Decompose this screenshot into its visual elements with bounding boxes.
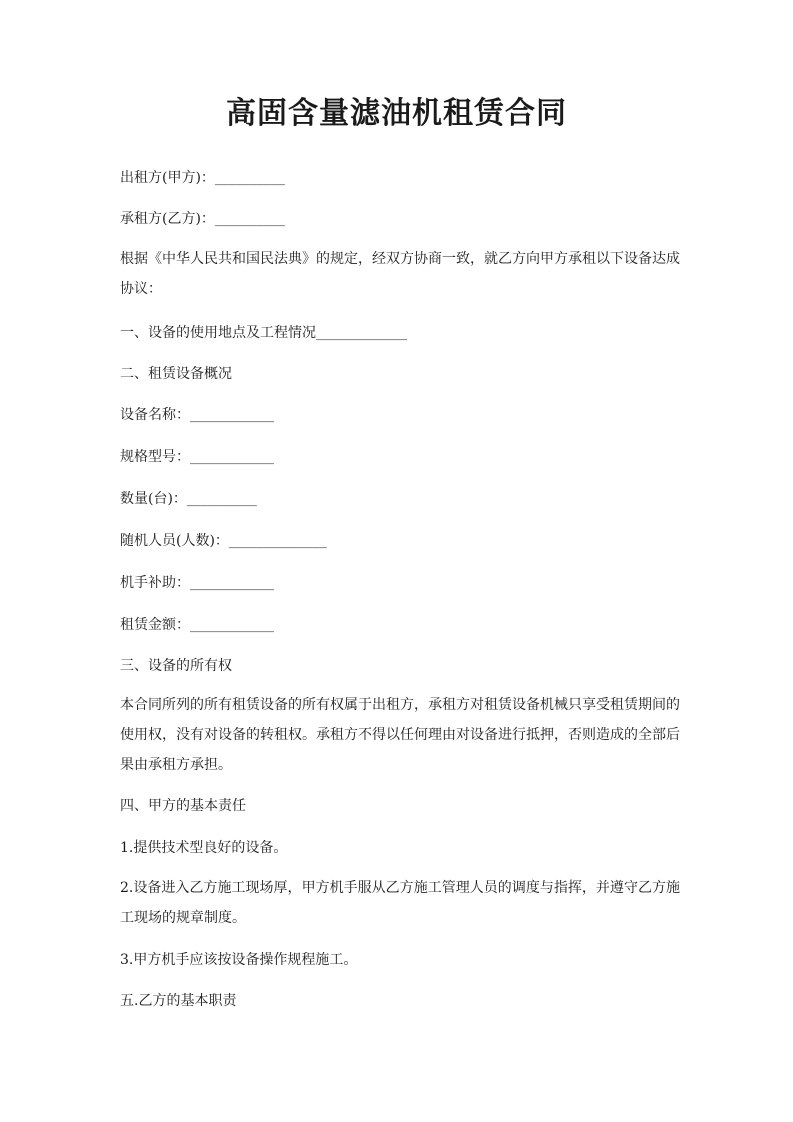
- staff-line: 随机人员(人数)：______________: [120, 533, 327, 549]
- duty-1: 1.提供技术型良好的设备。: [120, 840, 288, 856]
- section-1-heading: 一、设备的使用地点及工程情况_____________: [120, 325, 407, 341]
- duty-3: 3.甲方机手应该按设备操作规程施工。: [120, 952, 358, 968]
- ownership-paragraph: 本合同所列的所有租赁设备的所有权属于出租方，承租方对租赁设备机械只享受租赁期间的使用权，没有对设备的转租权。承租方不得以任何理由对设备进行抵押，否则造成的全部后果由承租方承担。: [120, 697, 680, 773]
- section-5-heading: 五.乙方的基本职责: [120, 993, 237, 1009]
- section-2-heading: 二、租赁设备概况: [120, 366, 232, 382]
- equipment-name-line: 设备名称：____________: [120, 407, 274, 423]
- lessor-line: 出租方(甲方)：__________: [120, 170, 285, 186]
- section-3-heading: 三、设备的所有权: [120, 658, 232, 674]
- duty-2: 2.设备进入乙方施工现场厚，甲方机手服从乙方施工管理人员的调度与指挥，并遵守乙方施工现场的规章制度。: [120, 880, 680, 926]
- contract-title: 高固含量滤油机租赁合同: [226, 96, 567, 131]
- lessee-line: 承租方(乙方)：__________: [120, 211, 285, 227]
- model-line: 规格型号：____________: [120, 449, 274, 465]
- intro-paragraph: 根据《中华人民共和国民法典》的规定，经双方协商一致，就乙方向甲方承租以下设备达成协议：: [120, 251, 680, 297]
- quantity-line: 数量(台)：__________: [120, 491, 257, 507]
- section-4-heading: 四、甲方的基本责任: [120, 798, 246, 814]
- operator-subsidy-line: 机手补助：____________: [120, 575, 274, 591]
- rent-amount-line: 租赁金额：____________: [120, 617, 274, 633]
